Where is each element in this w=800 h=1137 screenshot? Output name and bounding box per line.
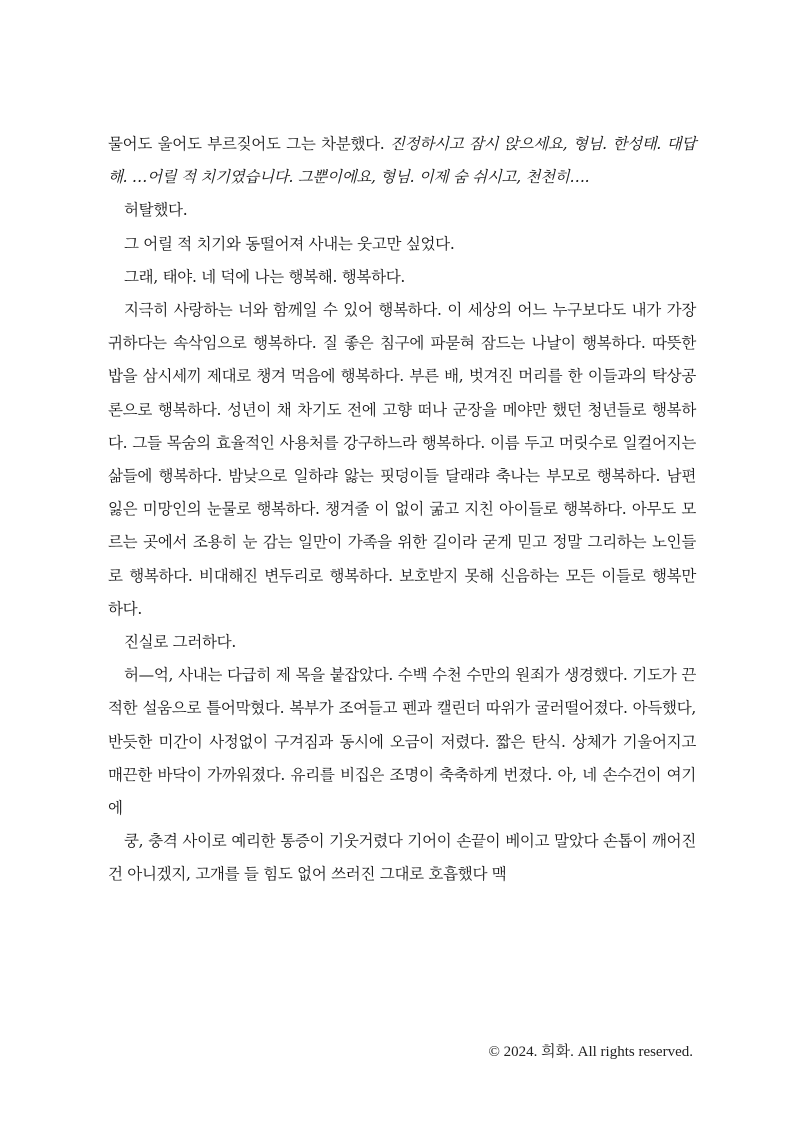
- paragraph-6: 진실로 그러하다.: [124, 633, 236, 652]
- paragraph-8: 쿵, 충격 사이로 예리한 통증이 기웃거렸다 기어이 손끝이 베이고 말았다 손톱이 깨어진 건 아니겠지, 고개를 들 힘도 없어 쓰러진 그대로 호흡했다 맥: [108, 832, 696, 884]
- paragraph-5: 지극히 사랑하는 너와 함께일 수 있어 행복하다. 이 세상의 어느 누구보다도 내가 가장 귀하다는 속삭임으로 행복하다. 질 좋은 침구에 파묻혀 잠드는 나날이 행복하다. 따뜻한 밥을 삼시세끼 제대로 챙겨 먹음에 행복하다. 부른 배, 벗겨진 머리를 한 이들과의 탁상공론으로 행복하다. 성년이 채 차기도 전에 고향 떠나 군장을 메야만 했던 청년들로 행복하다. 그들 목숨의 효율적인 사용처를 강구하느라 행복하다. 이름 두고 머릿수로 일컬어지는 삶들에 행복하다. 밤낮으로 일하랴 앓는 핏덩이들 달래랴 축나는 부모로 행복하다. 남편 잃은 미망인의 눈물로 행복하다. 챙겨줄 이 없이 굶고 지친 아이들로 행복하다. 아무도 모르는 곳에서 조용히 눈 감는 일만이 가족을 위한 길이라 굳게 믿고 정말 그리하는 노인들로 행복하다. 비대해진 변두리로 행복하다. 보호받지 못해 신음하는 모든 이들로 행복만 하다.: [108, 301, 696, 618]
- body-text: [108, 128, 696, 892]
- paragraph-7: 허—억, 사내는 다급히 제 목을 붙잡았다. 수백 수천 수만의 원죄가 생경했다. 기도가 끈적한 설움으로 틀어막혔다. 복부가 조여들고 펜과 캘린더 따위가 굴러떨어졌다. 아득했다, 반듯한 미간이 사정없이 구겨짐과 동시에 오금이 저렸다. 짧은 탄식. 상체가 기울어지고 매끈한 바닥이 가까워졌다. 유리를 비집은 조명이 축축하게 번졌다. 아, 네 손수건이 여기에: [108, 666, 696, 818]
- paragraph-1-italic-dialogue: 진정하시고 잠시 앉으세요, 형님. 한성태. 대답해. …어릴 적 치기였습니다. 그뿐이에요, 형님. 이제 숨 쉬시고, 천천히….: [108, 135, 696, 187]
- paragraph-1: [108, 128, 696, 194]
- paragraph-3: 그 어릴 적 치기와 동떨어져 사내는 웃고만 싶었다.: [124, 234, 455, 253]
- copyright-footer: © 2024. 희화. All rights reserved.: [488, 1044, 693, 1060]
- paragraph-2: 허탈했다.: [124, 201, 188, 220]
- paragraph-4: 그래, 태야. 네 덕에 나는 행복해. 행복하다.: [124, 267, 406, 286]
- paragraph-1-lead: 물어도 울어도 부르짖어도 그는 차분했다.: [108, 135, 391, 153]
